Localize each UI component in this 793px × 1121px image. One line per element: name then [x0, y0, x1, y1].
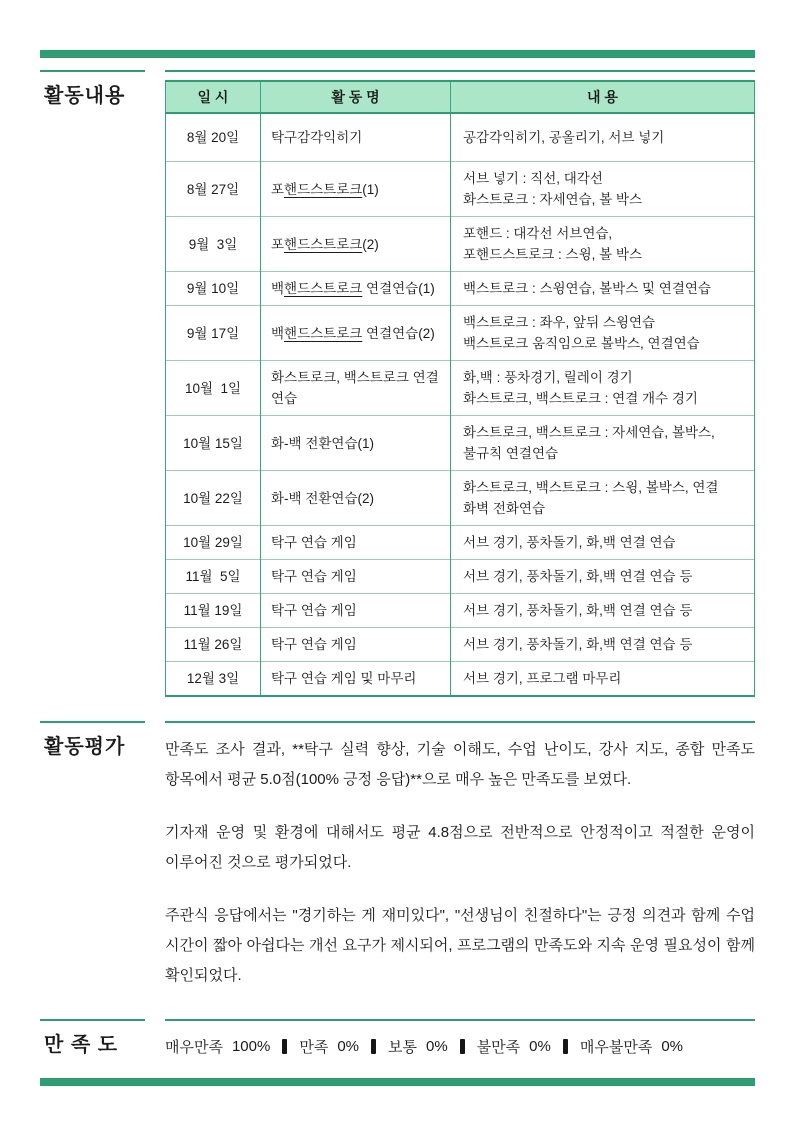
activity-name-text: 화-백 전환연습(2)	[271, 490, 374, 506]
table-header-cell: 일 시	[166, 81, 261, 113]
satisfaction-line	[165, 1021, 755, 1057]
activity-name-text: 탁구 연습 게임	[271, 569, 357, 584]
activity-content	[451, 471, 755, 526]
activity-content-line: 포핸드스트로크 : 스윙, 볼 박스	[463, 247, 642, 262]
section-satisfaction-body	[165, 1019, 755, 1057]
satisfaction-label: 보통	[388, 1039, 417, 1056]
satisfaction-item	[388, 1036, 448, 1057]
activity-name-text: 탁구 연습 게임	[271, 637, 357, 652]
activity-content	[451, 662, 755, 697]
activity-content-line: 백스트로크 : 좌우, 앞뒤 스윙연습	[463, 315, 656, 330]
satisfaction-label: 매우불만족	[579, 1039, 653, 1056]
activity-name-suffix: (1)	[362, 181, 379, 197]
satisfaction-label: 불만족	[476, 1039, 521, 1056]
evaluation-paragraph: 기자재 운영 및 환경에 대해서도 평균 4.8점으로 전반적으로 안정적이고 적절한 운영이 이루어진 것으로 평가되었다.	[165, 824, 755, 871]
activity-content-line: 서브 경기, 풍차돌기, 화,백 연결 연습 등	[463, 569, 693, 584]
activity-content-line: 백스트로크 움직임으로 볼박스, 연결연습	[463, 336, 700, 351]
evaluation-paragraphs	[165, 721, 755, 991]
activity-content-line: 화스트로크, 백스트로크 : 연결 개수 경기	[463, 391, 698, 406]
activity-table-rows	[166, 113, 755, 696]
activity-name	[261, 594, 451, 628]
activity-date: 10월 1일	[166, 361, 261, 416]
activity-date: 8월 27일	[166, 162, 261, 217]
satisfaction-value: 0%	[337, 1038, 360, 1055]
activity-name-underlined: 핸드스트로크	[284, 325, 363, 341]
section-activities-body	[165, 70, 755, 697]
activity-date: 11월 19일	[166, 594, 261, 628]
activity-name	[261, 662, 451, 697]
activity-content	[451, 594, 755, 628]
activity-name-suffix: 연결연습(1)	[362, 281, 435, 296]
table-row	[166, 662, 755, 697]
activity-content	[451, 113, 755, 162]
activity-name-text: 백	[271, 281, 285, 296]
satisfaction-item	[580, 1036, 683, 1057]
table-row	[166, 560, 755, 594]
separator-bar	[371, 1039, 376, 1054]
activity-content-line: 백스트로크 : 스윙연습, 볼박스 및 연결연습	[463, 281, 711, 296]
activity-content-line: 불규칙 연결연습	[463, 446, 559, 461]
activity-name-text: 백	[271, 325, 285, 341]
satisfaction-value: 0%	[661, 1038, 683, 1055]
activity-date: 10월 29일	[166, 526, 261, 560]
activity-name-underlined: 핸드스트로크	[284, 281, 363, 296]
activity-content-line: 화벽 전화연습	[463, 501, 545, 516]
activity-content-line: 화스트로크 : 자세연습, 볼 박스	[463, 192, 642, 207]
activity-content-line: 포핸드 : 대각선 서브연습,	[463, 226, 613, 241]
activity-name-suffix: (2)	[362, 236, 379, 252]
activity-content	[451, 560, 755, 594]
activity-name	[261, 272, 451, 306]
table-header-row	[166, 81, 755, 113]
bottom-accent-bar	[40, 1078, 755, 1086]
activity-content	[451, 217, 755, 272]
table-row	[166, 526, 755, 560]
separator-bar	[282, 1039, 287, 1054]
satisfaction-value: 0%	[426, 1038, 448, 1055]
evaluation-paragraph: 주관식 응답에서는 "경기하는 게 재미있다", "선생님이 친절하다"는 긍정 의견과 함께 수업 시간이 짧아 아쉽다는 개선 요구가 제시되어, 프로그램의 만족도와 지속 운영 필요성이 함께 확인되었다.	[165, 907, 755, 984]
activity-name-text: 탁구 연습 게임	[271, 603, 357, 618]
activity-name-text: 포	[271, 181, 285, 197]
activity-date: 9월 17일	[166, 306, 261, 361]
satisfaction-label: 만족	[299, 1039, 329, 1056]
table-row	[166, 306, 755, 361]
activity-content-line: 서브 넣기 : 직선, 대각선	[463, 171, 603, 186]
section-heading-activities: 활동내용	[44, 85, 126, 107]
activity-content	[451, 162, 755, 217]
activity-name	[261, 217, 451, 272]
satisfaction-item	[477, 1036, 551, 1057]
table-row	[166, 272, 755, 306]
activity-date: 12월 3일	[166, 662, 261, 697]
activity-content-line: 서브 경기, 풍차돌기, 화,백 연결 연습 등	[463, 603, 693, 618]
activity-content-line: 화,백 : 풍차경기, 릴레이 경기	[463, 370, 633, 385]
table-row	[166, 113, 755, 162]
activity-name-text: 화스트로크, 백스트로크 연결연습	[271, 370, 439, 406]
activity-name	[261, 416, 451, 471]
activity-content-line: 서브 경기, 풍차돌기, 화,백 연결 연습	[463, 535, 676, 550]
activity-name-text: 화-백 전환연습(1)	[271, 435, 374, 451]
satisfaction-value: 0%	[529, 1038, 551, 1055]
activity-name-text: 포	[271, 236, 285, 252]
activity-date: 9월 10일	[166, 272, 261, 306]
satisfaction-value: 100%	[231, 1038, 271, 1055]
activity-name	[261, 306, 451, 361]
activity-date: 11월 26일	[166, 628, 261, 662]
satisfaction-item	[299, 1036, 359, 1057]
section-evaluation-label	[40, 721, 145, 991]
table-row	[166, 594, 755, 628]
table-row	[166, 628, 755, 662]
separator-bar	[460, 1039, 465, 1054]
activity-date: 10월 15일	[166, 416, 261, 471]
section-heading-evaluation: 활동평가	[44, 736, 126, 758]
activity-content-line: 서브 경기, 풍차돌기, 화,백 연결 연습 등	[463, 637, 693, 652]
activity-name-suffix: 연결연습(2)	[362, 325, 435, 341]
table-row	[166, 361, 755, 416]
activity-content	[451, 526, 755, 560]
section-evaluation	[40, 721, 755, 991]
activity-content	[451, 416, 755, 471]
activity-content-line: 서브 경기, 프로그램 마무리	[463, 671, 622, 686]
activity-name	[261, 526, 451, 560]
activity-content	[451, 628, 755, 662]
table-row	[166, 471, 755, 526]
activity-date: 8월 20일	[166, 113, 261, 162]
activity-name	[261, 361, 451, 416]
activity-table	[165, 80, 755, 697]
activity-name-text: 탁구 연습 게임 및 마무리	[271, 671, 417, 686]
section-activities-label	[40, 70, 145, 697]
table-header-cell: 내 용	[451, 81, 755, 113]
table-row	[166, 416, 755, 471]
section-satisfaction	[40, 1019, 755, 1057]
activity-name-text: 탁구 연습 게임	[271, 535, 357, 550]
section-heading-satisfaction: 만 족 도	[44, 1034, 119, 1056]
evaluation-paragraph: 만족도 조사 결과, **탁구 실력 향상, 기술 이해도, 수업 난이도, 강사 지도, 종합 만족도 항목에서 평균 5.0점(100% 긍정 응답)**으로 매우 높은 만족도를 보였다.	[165, 741, 755, 788]
section-satisfaction-label	[40, 1019, 145, 1057]
activity-name-text: 탁구감각익히기	[271, 130, 363, 145]
activity-date: 10월 22일	[166, 471, 261, 526]
table-row	[166, 217, 755, 272]
activity-name	[261, 113, 451, 162]
activity-name-underlined: 핸드스트로크	[284, 181, 363, 197]
satisfaction-item	[165, 1036, 270, 1057]
table-header-cell: 활 동 명	[261, 81, 451, 113]
activity-name	[261, 560, 451, 594]
activity-date: 11월 5일	[166, 560, 261, 594]
activity-content	[451, 306, 755, 361]
section-activities	[40, 70, 755, 697]
activity-content-line: 화스트로크, 백스트로크 : 스윙, 볼박스, 연결	[463, 480, 719, 495]
activity-name	[261, 162, 451, 217]
table-row	[166, 162, 755, 217]
activity-name	[261, 628, 451, 662]
activity-name	[261, 471, 451, 526]
activity-content-line: 공감각익히기, 공올리기, 서브 넣기	[463, 130, 665, 145]
activity-date: 9월 3일	[166, 217, 261, 272]
top-accent-bar	[40, 50, 755, 58]
activity-name-underlined: 핸드스트로크	[284, 236, 363, 252]
separator-bar	[563, 1039, 568, 1054]
activity-content-line: 화스트로크, 백스트로크 : 자세연습, 볼박스,	[463, 425, 715, 440]
satisfaction-label: 매우만족	[165, 1039, 223, 1056]
activity-content	[451, 272, 755, 306]
activity-content	[451, 361, 755, 416]
